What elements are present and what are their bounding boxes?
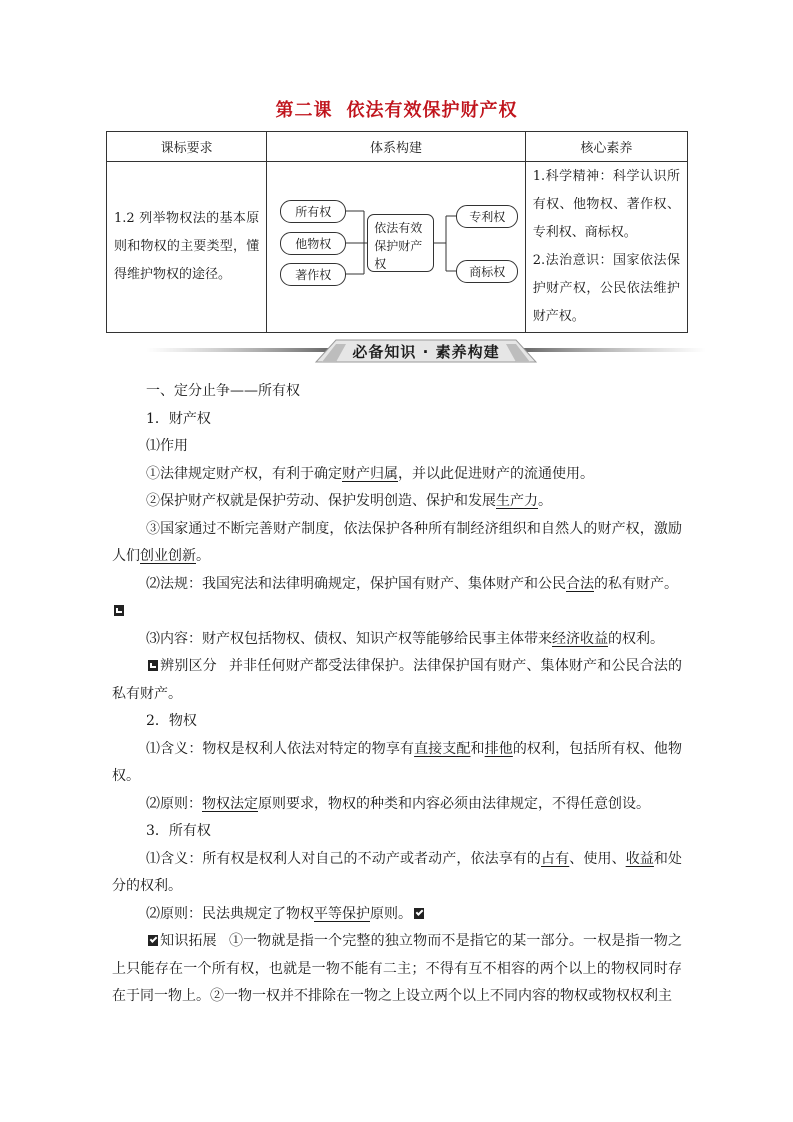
extension-label: 知识拓展 <box>160 933 217 949</box>
node-copyright: 著作权 <box>280 263 346 286</box>
answer-blank: 创业创新 <box>140 548 196 564</box>
paragraph-3: ③国家通过不断完善财产制度，依法保护各种所有制经济组织和自然人的财产权，激励人们创业创新。 <box>112 520 682 564</box>
answer-blank: 经济收益 <box>552 630 608 647</box>
page-title <box>0 96 793 122</box>
lesson-topic: 依法有效保护财产权 <box>346 100 518 121</box>
answer-blank: 直接支配 <box>414 740 471 757</box>
section-heading-3: 3．所有权 <box>146 823 211 839</box>
paragraph-7: ⑴含义：物权是权利人依法对特定的物享有直接支配和排他的权利，包括所有权、他物权。 <box>112 740 683 784</box>
section-heading-1: 一、定分止争——所有权 <box>146 383 300 399</box>
paragraph-5: ⑶内容：财产权包括物权、债权、知识产权等能够给民事主体带来经济收益的权利。 <box>146 630 664 647</box>
section-heading-2: 2．物权 <box>146 713 197 729</box>
distinguish-label: 辨别区分 <box>160 658 217 674</box>
answer-blank: 合法 <box>566 575 594 592</box>
answer-blank: 财产归属 <box>342 465 398 482</box>
requirement-text: 1.2 列举物权法的基本原则和物权的主要类型，懂得维护物权的途径。 <box>114 211 260 282</box>
paragraph-8: ⑵原则：物权法定原则要求，物权的种类和内容必须由法律规定，不得任意创设。 <box>146 795 650 812</box>
node-patent: 专利权 <box>456 205 518 228</box>
node-other-property-right: 他物权 <box>280 232 346 255</box>
node-center: 依法有效保护财产权 <box>367 214 434 272</box>
marker-line <box>112 598 682 626</box>
note-marker-icon <box>114 605 124 616</box>
node-ownership: 所有权 <box>280 200 346 223</box>
banner-title: 必备知识 · 素养构建 <box>352 343 500 361</box>
paragraph-extension: 知识拓展 ①一物就是指一个完整的独立物而不是指它的某一部分。一权是指一物之上只能存在一个所有权，也就是一物不能有二主；不得有互不相容的两个以上的物权同时存在于同一物上。②一物一权并不排除在一物之上设立两个以上不同内容的物权或物权权利主 <box>112 933 682 1004</box>
subheading-property-right: 1．财产权 <box>146 410 211 427</box>
knowledge-content <box>112 378 682 1011</box>
extension-marker-icon <box>148 935 158 946</box>
paragraph-2: ②保护财产权就是保护劳动、保护发明创造、保护和发展生产力。 <box>146 493 552 509</box>
answer-blank: 占有 <box>541 850 570 867</box>
paragraph-4: ⑵法规：我国宪法和法律明确规定，保护国有财产、集体财产和公民合法的私有财产。 <box>146 575 678 592</box>
header-core: 核心素养 <box>525 132 687 162</box>
system-diagram <box>268 167 523 327</box>
header-system: 体系构建 <box>267 132 525 162</box>
header-requirement: 课标要求 <box>107 132 267 162</box>
paragraph-distinguish: 辨别区分 并非任何财产都受法律保护。法律保护国有财产、集体财产和公民合法的私有财产。 <box>112 658 682 702</box>
answer-blank: 排他 <box>484 740 513 757</box>
core-item-science: 1.科学精神：科学认识所有权、他物权、著作权、专利权、商标权。 <box>532 169 680 240</box>
paragraph-10: ⑵原则：民法典规定了物权平等保护原则。 <box>112 901 682 929</box>
answer-blank: 收益 <box>625 850 654 867</box>
core-item-law: 2.法治意识：国家依法保护财产权，公民依法维护财产权。 <box>532 253 680 324</box>
core-literacy <box>527 163 686 331</box>
curriculum-table <box>106 131 688 333</box>
node-trademark: 商标权 <box>456 260 518 283</box>
paragraph-1: ①法律规定财产权，有利于确定财产归属，并以此促进财产的流通使用。 <box>146 465 594 482</box>
extension-marker-icon <box>414 908 424 919</box>
paragraph-9: ⑴含义：所有权是权利人对自己的不动产或者动产，依法享有的占有、使用、收益和处分的权利。 <box>112 850 683 894</box>
answer-blank: 物权法定 <box>202 795 258 812</box>
note-marker-icon <box>148 660 158 671</box>
section-banner <box>146 336 706 366</box>
answer-blank: 生产力 <box>496 493 538 509</box>
answer-blank: 平等保护 <box>314 905 370 922</box>
lesson-number: 第二课 <box>275 100 333 121</box>
subheading-function: ⑴作用 <box>146 438 188 454</box>
